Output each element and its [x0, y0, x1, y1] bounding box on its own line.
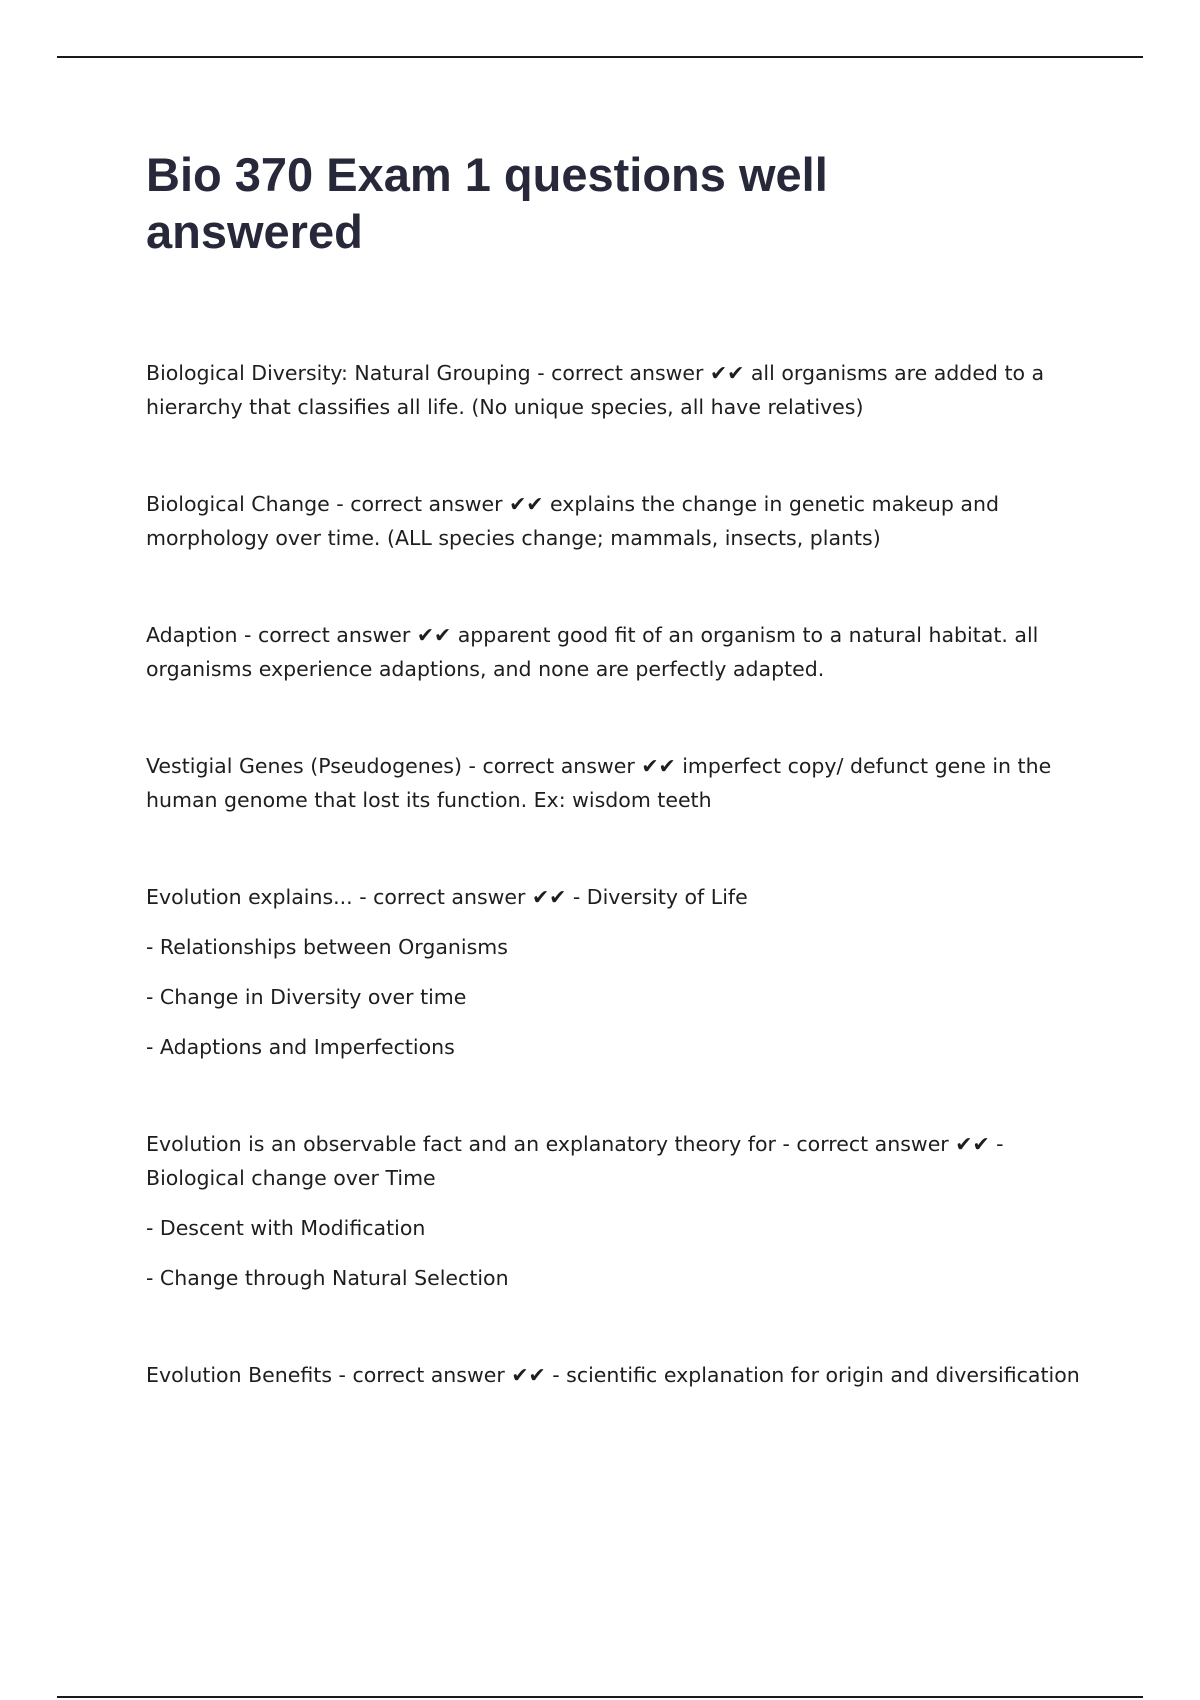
- qa-term: Adaption: [146, 623, 238, 647]
- answer-marker: correct answer: [482, 754, 635, 778]
- qa-answer: all organisms are added to a hierarchy that classifies all life. (No unique species, all have relatives): [146, 361, 1045, 419]
- qa-answer-extra: - Change in Diversity over time: [146, 985, 467, 1009]
- answer-marker: correct answer: [551, 361, 704, 385]
- qa-term: Evolution Benefits: [146, 1363, 333, 1387]
- qa-line: Vestigial Genes (Pseudogenes) - correct answer ✔✔ imperfect copy/ defunct gene in the human genome that lost its function. Ex: wisdom teeth: [146, 754, 1052, 812]
- qa-term: Vestigial Genes (Pseudogenes): [146, 754, 462, 778]
- qa-answer: - Diversity of Life: [572, 885, 748, 909]
- qa-answer-extra: - Change through Natural Selection: [146, 1266, 509, 1290]
- qa-entry-evolution-explains: [146, 880, 1096, 1064]
- answer-marker: correct answer: [350, 492, 503, 516]
- qa-term: Biological Diversity: Natural Grouping: [146, 361, 531, 385]
- qa-answer: explains the change in genetic makeup and morphology over time. (ALL species change; mammals, insects, plants): [146, 492, 999, 550]
- check-icon: ✔✔: [416, 623, 452, 647]
- qa-term: Biological Change: [146, 492, 330, 516]
- check-icon: ✔✔: [955, 1132, 990, 1156]
- top-rule: [57, 56, 1143, 58]
- qa-line: Evolution Benefits - correct answer ✔✔ - scientific explanation for origin and diversification: [146, 1363, 1080, 1387]
- qa-line: Biological Diversity: Natural Grouping - correct answer ✔✔ all organisms are added to a hierarchy that classifies all life. (No unique species, all have relatives): [146, 361, 1045, 419]
- check-icon: ✔✔: [641, 754, 676, 778]
- check-icon: ✔✔: [511, 1363, 546, 1387]
- qa-answer-extra: - Adaptions and Imperfections: [146, 1035, 455, 1059]
- qa-line: Evolution explains... - correct answer ✔✔ - Diversity of Life: [146, 885, 748, 909]
- answer-marker: correct answer: [796, 1132, 949, 1156]
- qa-entry-biological-change: [146, 487, 1096, 555]
- answer-marker: correct answer: [257, 623, 411, 647]
- page-title: Bio 370 Exam 1 questions well answered: [146, 148, 828, 258]
- qa-line: Evolution is an observable fact and an explanatory theory for - correct answer ✔✔ - Biological change over Time: [146, 1132, 1004, 1190]
- check-icon: ✔✔: [709, 361, 745, 385]
- qa-answer-extra: - Descent with Modification: [146, 1216, 426, 1240]
- qa-line: Biological Change - correct answer ✔✔ explains the change in genetic makeup and morphology over time. (ALL species change; mammals, insects, plants): [146, 492, 999, 550]
- check-icon: ✔✔: [509, 492, 544, 516]
- qa-line: Adaption - correct answer ✔✔ apparent good fit of an organism to a natural habitat. all organisms experience adaptions, and none are perfectly adapted.: [146, 623, 1039, 681]
- qa-entry-adaption: [146, 618, 1096, 686]
- qa-term: Evolution explains...: [146, 885, 353, 909]
- qa-term: Evolution is an observable fact and an explanatory theory for: [146, 1132, 776, 1156]
- qa-entry-evolution-benefits: [146, 1358, 1096, 1392]
- answer-marker: correct answer: [373, 885, 526, 909]
- bottom-rule: [57, 1696, 1143, 1698]
- qa-answer: imperfect copy/ defunct gene in the human genome that lost its function. Ex: wisdom teeth: [146, 754, 1052, 812]
- qa-entry-vestigial-genes: [146, 749, 1096, 817]
- qa-list: [146, 356, 1096, 1455]
- answer-marker: correct answer: [352, 1363, 505, 1387]
- qa-answer: - Biological change over Time: [146, 1132, 1004, 1190]
- qa-answer: - scientific explanation for origin and diversification: [552, 1363, 1080, 1387]
- qa-answer-extra: - Relationships between Organisms: [146, 935, 508, 959]
- qa-entry-biological-diversity: [146, 356, 1096, 424]
- qa-entry-evolution-observable-fact: [146, 1127, 1096, 1295]
- qa-answer: apparent good fit of an organism to a natural habitat. all organisms experience adaptions, and none are perfectly adapted.: [146, 623, 1039, 681]
- check-icon: ✔✔: [531, 885, 567, 909]
